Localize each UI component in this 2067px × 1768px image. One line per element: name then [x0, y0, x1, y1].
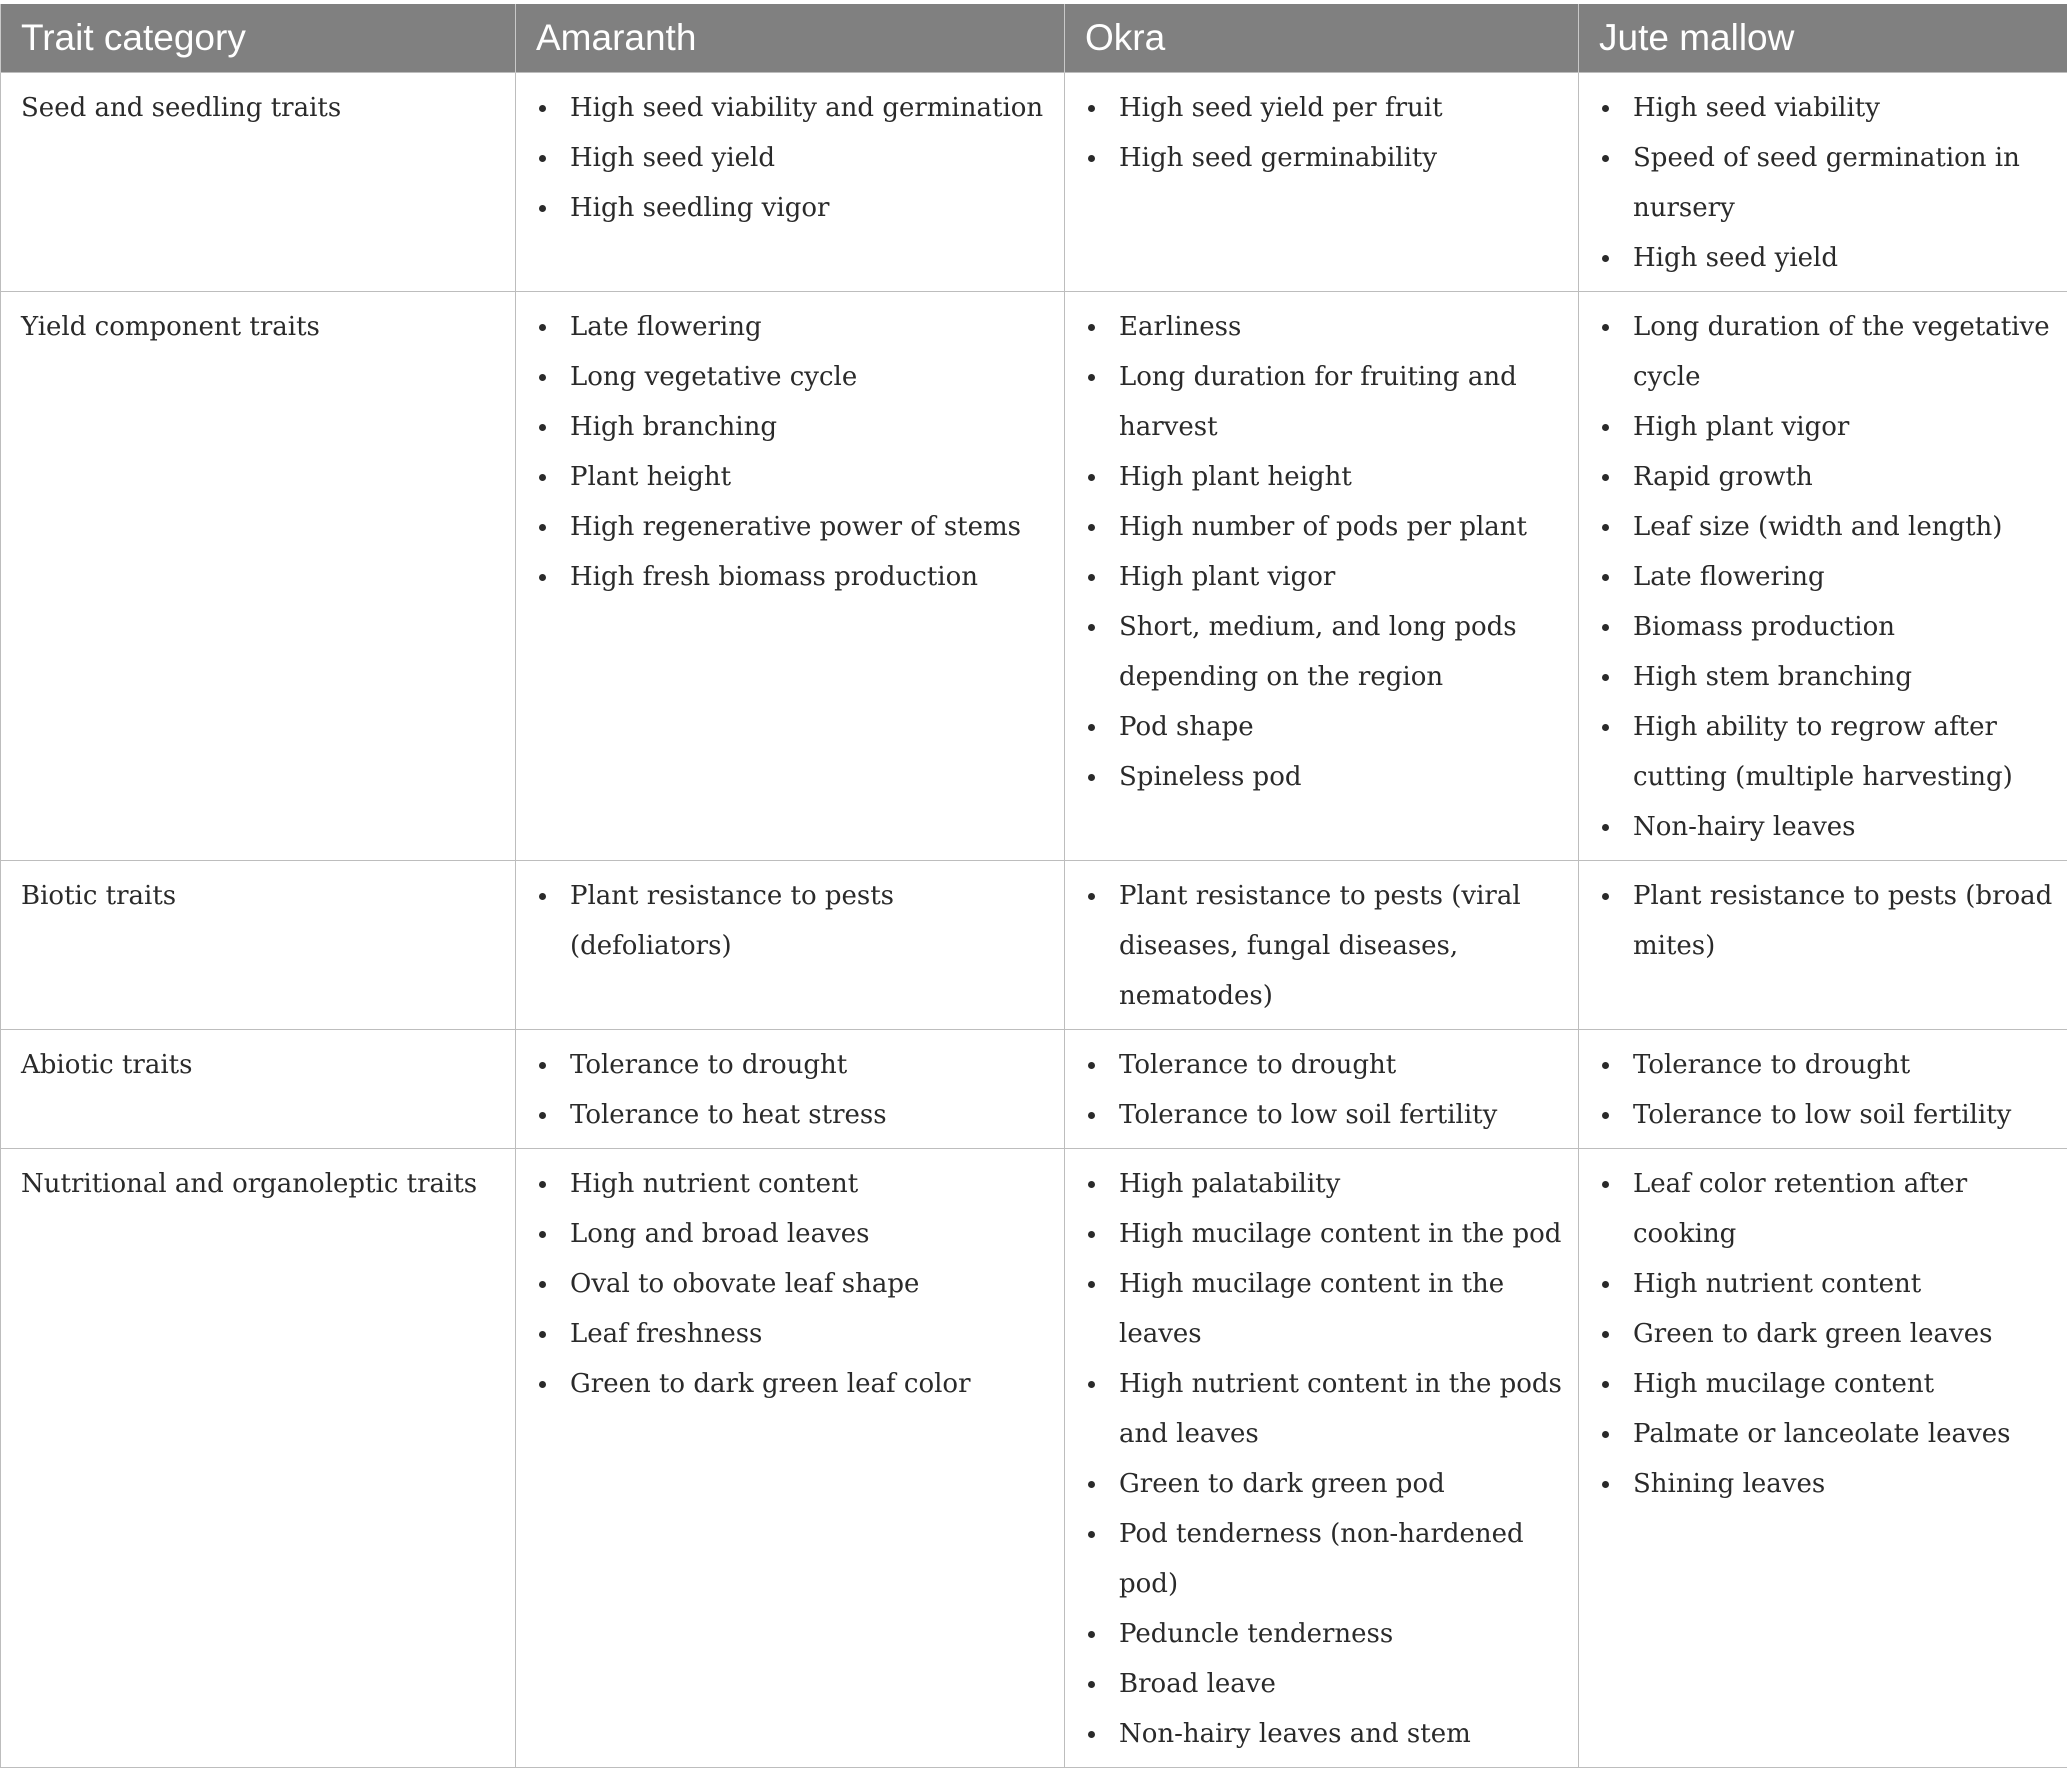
jute-mallow-trait-list [1599, 1159, 2057, 1509]
trait-list-item: Long vegetative cycle [536, 352, 1054, 402]
trait-list-item: High mucilage content in the pod [1085, 1209, 1568, 1259]
trait-category-cell: Abiotic traits [1, 1029, 516, 1148]
trait-list-item: Leaf freshness [536, 1309, 1054, 1359]
trait-list-item: Tolerance to drought [1599, 1040, 2057, 1090]
trait-list-item: High nutrient content in the pods and leaves [1085, 1359, 1568, 1459]
trait-list-item: Green to dark green pod [1085, 1459, 1568, 1509]
trait-category-cell: Biotic traits [1, 860, 516, 1029]
trait-list-item: Tolerance to low soil fertility [1599, 1090, 2057, 1140]
trait-list-item: Late flowering [1599, 552, 2057, 602]
jute-mallow-trait-list [1599, 1040, 2057, 1140]
amaranth-trait-list [536, 302, 1054, 602]
trait-list-item: Tolerance to drought [536, 1040, 1054, 1090]
jute-mallow-cell [1579, 1148, 2067, 1767]
amaranth-cell [516, 1029, 1065, 1148]
trait-list-item: Tolerance to drought [1085, 1040, 1568, 1090]
trait-list-item: High seed viability and germination [536, 83, 1054, 133]
trait-category-cell: Seed and seedling traits [1, 72, 516, 291]
trait-list-item: Biomass production [1599, 602, 2057, 652]
jute-mallow-cell [1579, 1029, 2067, 1148]
trait-list-item: Short, medium, and long pods depending on the region [1085, 602, 1568, 702]
trait-list-item: Long duration for fruiting and harvest [1085, 352, 1568, 452]
okra-trait-list [1085, 83, 1568, 183]
trait-list-item: High seed viability [1599, 83, 2057, 133]
table-header-row [1, 4, 2067, 72]
trait-list-item: High ability to regrow after cutting (multiple harvesting) [1599, 702, 2057, 802]
table-row [1, 1148, 2067, 1767]
trait-list-item: Leaf color retention after cooking [1599, 1159, 2057, 1259]
table-row [1, 72, 2067, 291]
trait-list-item: Palmate or lanceolate leaves [1599, 1409, 2057, 1459]
trait-list-item: Pod tenderness (non-hardened pod) [1085, 1509, 1568, 1609]
trait-list-item: Plant resistance to pests (viral diseases, fungal diseases, nematodes) [1085, 871, 1568, 1021]
trait-list-item: High mucilage content [1599, 1359, 2057, 1409]
okra-cell [1065, 1029, 1579, 1148]
table-row [1, 1029, 2067, 1148]
trait-list-item: Green to dark green leaf color [536, 1359, 1054, 1409]
trait-list-item: High branching [536, 402, 1054, 452]
jute-mallow-cell [1579, 291, 2067, 860]
okra-trait-list [1085, 1040, 1568, 1140]
trait-list-item: High nutrient content [536, 1159, 1054, 1209]
trait-category-cell: Yield component traits [1, 291, 516, 860]
trait-list-item: Speed of seed germination in nursery [1599, 133, 2057, 233]
table-row [1, 860, 2067, 1029]
trait-list-item: Late flowering [536, 302, 1054, 352]
trait-list-item: High seedling vigor [536, 183, 1054, 233]
trait-list-item: High plant vigor [1599, 402, 2057, 452]
amaranth-cell [516, 291, 1065, 860]
trait-list-item: Long duration of the vegetative cycle [1599, 302, 2057, 402]
trait-list-item: Spineless pod [1085, 752, 1568, 802]
okra-cell [1065, 291, 1579, 860]
okra-cell [1065, 1148, 1579, 1767]
trait-list-item: Shining leaves [1599, 1459, 2057, 1509]
header-jute-mallow: Jute mallow [1579, 4, 2067, 72]
trait-list-item: High regenerative power of stems [536, 502, 1054, 552]
okra-cell [1065, 860, 1579, 1029]
jute-mallow-trait-list [1599, 871, 2057, 971]
trait-list-item: High seed yield per fruit [1085, 83, 1568, 133]
jute-mallow-trait-list [1599, 302, 2057, 852]
header-okra: Okra [1065, 4, 1579, 72]
trait-list-item: Long and broad leaves [536, 1209, 1054, 1259]
okra-trait-list [1085, 302, 1568, 802]
trait-list-item: Rapid growth [1599, 452, 2057, 502]
trait-list-item: High plant height [1085, 452, 1568, 502]
trait-list-item: Oval to obovate leaf shape [536, 1259, 1054, 1309]
okra-trait-list [1085, 1159, 1568, 1759]
header-amaranth: Amaranth [516, 4, 1065, 72]
trait-list-item: Leaf size (width and length) [1599, 502, 2057, 552]
trait-list-item: Plant height [536, 452, 1054, 502]
trait-list-item: Peduncle tenderness [1085, 1609, 1568, 1659]
trait-list-item: Pod shape [1085, 702, 1568, 752]
trait-list-item: Tolerance to heat stress [536, 1090, 1054, 1140]
jute-mallow-trait-list [1599, 83, 2057, 283]
amaranth-cell [516, 860, 1065, 1029]
okra-trait-list [1085, 871, 1568, 1021]
trait-list-item: Non-hairy leaves and stem [1085, 1709, 1568, 1759]
amaranth-trait-list [536, 1159, 1054, 1409]
trait-list-item: Earliness [1085, 302, 1568, 352]
trait-list-item: High mucilage content in the leaves [1085, 1259, 1568, 1359]
trait-list-item: High stem branching [1599, 652, 2057, 702]
trait-list-item: High seed yield [1599, 233, 2057, 283]
trait-list-item: Broad leave [1085, 1659, 1568, 1709]
trait-list-item: Non-hairy leaves [1599, 802, 2057, 852]
amaranth-cell [516, 72, 1065, 291]
trait-list-item: High nutrient content [1599, 1259, 2057, 1309]
trait-category-cell: Nutritional and organoleptic traits [1, 1148, 516, 1767]
amaranth-cell [516, 1148, 1065, 1767]
trait-list-item: High number of pods per plant [1085, 502, 1568, 552]
header-trait-category: Trait category [1, 4, 516, 72]
trait-list-item: High palatability [1085, 1159, 1568, 1209]
trait-list-item: Tolerance to low soil fertility [1085, 1090, 1568, 1140]
trait-list-item: Plant resistance to pests (defoliators) [536, 871, 1054, 971]
trait-list-item: Green to dark green leaves [1599, 1309, 2057, 1359]
traits-table [0, 4, 2067, 1768]
table-row [1, 291, 2067, 860]
trait-list-item: Plant resistance to pests (broad mites) [1599, 871, 2057, 971]
okra-cell [1065, 72, 1579, 291]
amaranth-trait-list [536, 1040, 1054, 1140]
trait-list-item: High fresh biomass production [536, 552, 1054, 602]
trait-list-item: High seed germinability [1085, 133, 1568, 183]
amaranth-trait-list [536, 83, 1054, 233]
trait-list-item: High plant vigor [1085, 552, 1568, 602]
jute-mallow-cell [1579, 72, 2067, 291]
trait-list-item: High seed yield [536, 133, 1054, 183]
jute-mallow-cell [1579, 860, 2067, 1029]
amaranth-trait-list [536, 871, 1054, 971]
